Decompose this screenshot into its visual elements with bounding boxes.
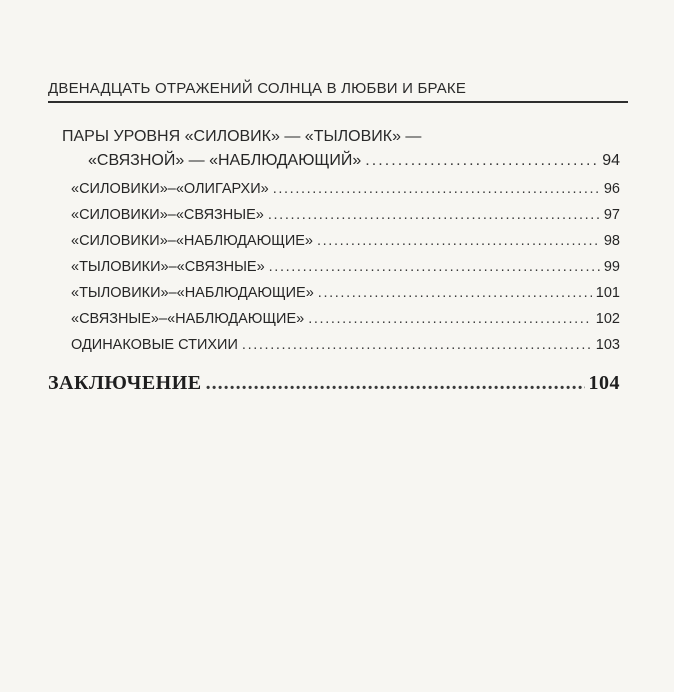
toc-page-number: 103 bbox=[595, 337, 620, 353]
dot-leader bbox=[318, 285, 592, 301]
toc-subentry bbox=[71, 259, 620, 275]
toc-subentry bbox=[71, 337, 620, 353]
dot-leader bbox=[268, 207, 600, 223]
toc-page-number: 99 bbox=[603, 259, 620, 275]
toc-page-number: 98 bbox=[603, 233, 620, 249]
toc-page-number: 97 bbox=[603, 207, 620, 223]
toc-subentry-label: «ТЫЛОВИКИ»–«НАБЛЮДАЮЩИЕ» bbox=[71, 285, 314, 301]
toc-page-number: 94 bbox=[602, 152, 620, 169]
toc-subentry-label: «СВЯЗНЫЕ»–«НАБЛЮДАЮЩИЕ» bbox=[71, 311, 305, 327]
toc-subentry bbox=[71, 233, 620, 249]
toc-page-number: 96 bbox=[603, 181, 620, 197]
toc-subentry-label: «СИЛОВИКИ»–«СВЯЗНЫЕ» bbox=[71, 207, 264, 223]
toc-section-title-line2: «СВЯЗНОЙ» — «НАБЛЮДАЮЩИЙ» bbox=[88, 152, 362, 169]
toc-subentry-label: «СИЛОВИКИ»–«ОЛИГАРХИ» bbox=[71, 181, 269, 197]
toc-section-title-line1: ПАРЫ УРОВНЯ «СИЛОВИК» — «ТЫЛОВИК» — bbox=[62, 128, 422, 145]
toc-subentry bbox=[71, 207, 620, 223]
dot-leader bbox=[206, 372, 585, 395]
toc-conclusion-entry bbox=[48, 372, 620, 395]
running-head: ДВЕНАДЦАТЬ ОТРАЖЕНИЙ СОЛНЦА В ЛЮБВИ И БРАКЕ bbox=[48, 80, 467, 97]
toc-subentry bbox=[71, 181, 620, 197]
toc-subentry bbox=[71, 285, 620, 301]
toc-page-number: 104 bbox=[588, 372, 620, 394]
dot-leader bbox=[269, 259, 600, 275]
dot-leader bbox=[242, 337, 592, 353]
toc-subentry-label: ОДИНАКОВЫЕ СТИХИИ bbox=[71, 337, 238, 353]
dot-leader bbox=[317, 233, 600, 249]
toc-page-number: 102 bbox=[595, 311, 620, 327]
toc-subentry bbox=[71, 311, 620, 327]
toc-page-number: 101 bbox=[595, 285, 620, 301]
dot-leader bbox=[308, 311, 592, 327]
toc-subentry-label: «СИЛОВИКИ»–«НАБЛЮДАЮЩИЕ» bbox=[71, 233, 313, 249]
toc-subentry-label: «ТЫЛОВИКИ»–«СВЯЗНЫЕ» bbox=[71, 259, 265, 275]
dot-leader bbox=[273, 181, 600, 197]
toc-conclusion-label: ЗАКЛЮЧЕНИЕ bbox=[48, 372, 202, 394]
toc-section-entry bbox=[88, 152, 620, 170]
dot-leader bbox=[365, 152, 598, 170]
